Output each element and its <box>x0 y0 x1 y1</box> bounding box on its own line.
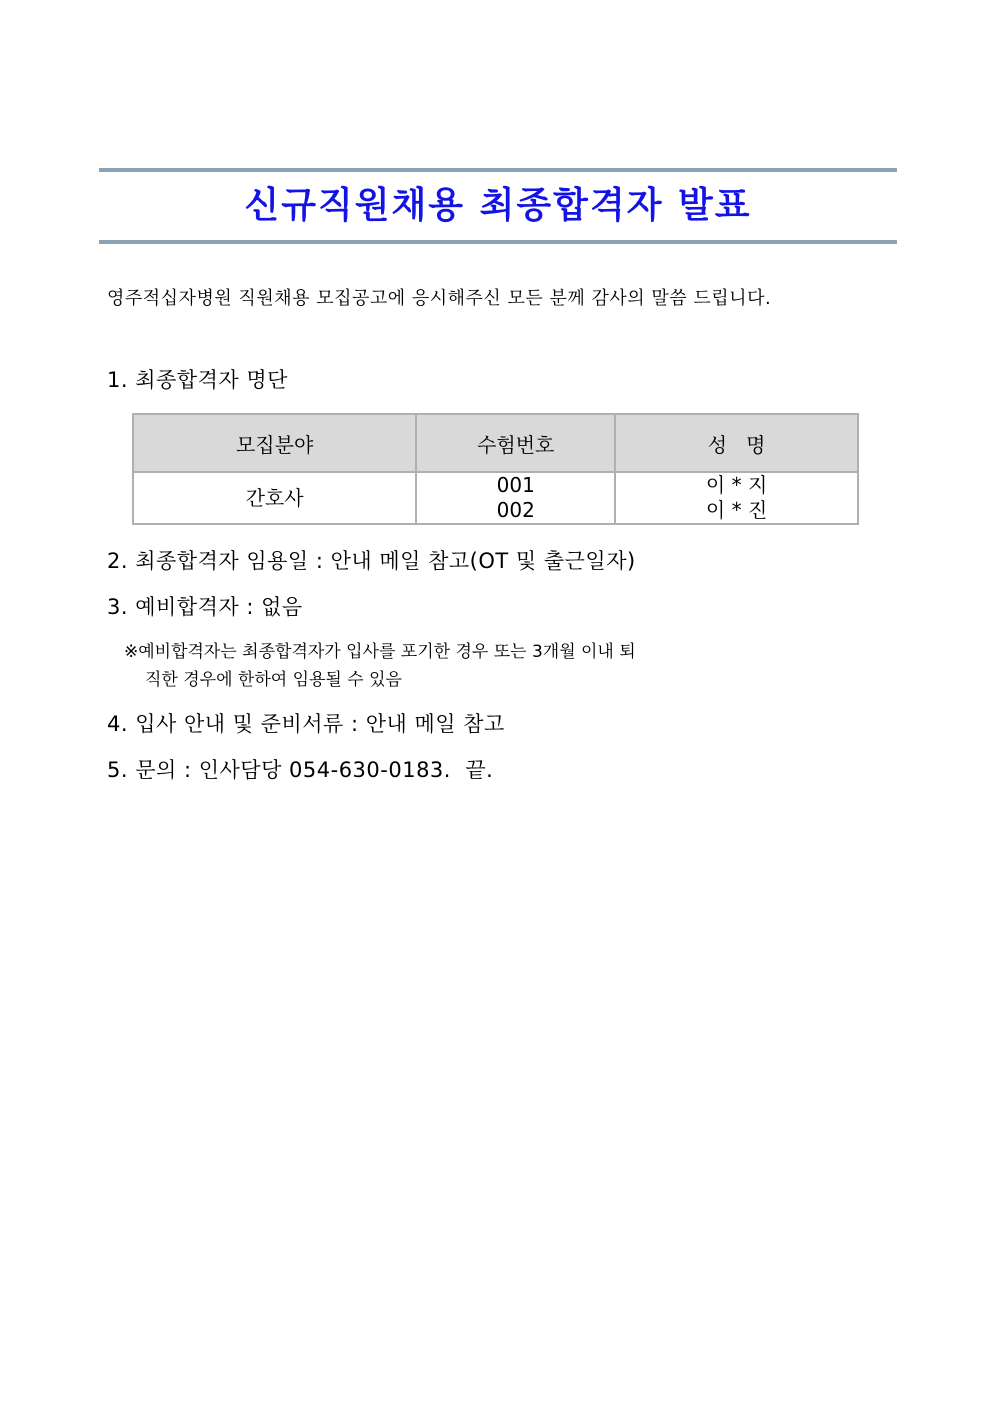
section-contact: 5. 문의 : 인사담당 054-630-0183. 끝. <box>107 758 494 782</box>
cell-exam-numbers <box>416 472 615 524</box>
intro-text: 영주적십자병원 직원채용 모집공고에 응시해주신 모든 분께 감사의 말씀 드립니다. <box>107 288 772 309</box>
final-results-table <box>132 413 859 525</box>
table-header-row <box>133 414 858 472</box>
reserve-note-line2: 직한 경우에 한하여 임용될 수 있음 <box>145 670 402 690</box>
title-bottom-rule <box>99 240 897 244</box>
reserve-note <box>124 638 636 694</box>
page-title: 신규직원채용 최종합격자 발표 <box>244 185 752 226</box>
reserve-note-line1: ※예비합격자는 최종합격자가 입사를 포기한 경우 또는 3개월 이내 퇴 <box>124 642 636 662</box>
title-top-rule <box>99 168 897 172</box>
candidate-name-2: 이 * 진 <box>705 498 768 522</box>
cell-names <box>615 472 858 524</box>
header-name: 성 명 <box>615 414 858 472</box>
cell-field: 간호사 <box>133 472 416 524</box>
section-start-date: 2. 최종합격자 임용일 : 안내 메일 참고(OT 및 출근일자) <box>107 549 636 573</box>
exam-number-2: 002 <box>496 498 535 522</box>
table-row <box>133 472 858 524</box>
section-documents: 4. 입사 안내 및 준비서류 : 안내 메일 참고 <box>107 712 505 736</box>
section-final-list: 1. 최종합격자 명단 <box>107 368 288 392</box>
candidate-name-1: 이 * 지 <box>705 473 768 497</box>
header-field: 모집분야 <box>133 414 416 472</box>
header-exam-number: 수험번호 <box>416 414 615 472</box>
exam-number-1: 001 <box>496 473 535 497</box>
section-reserve: 3. 예비합격자 : 없음 <box>107 595 303 619</box>
